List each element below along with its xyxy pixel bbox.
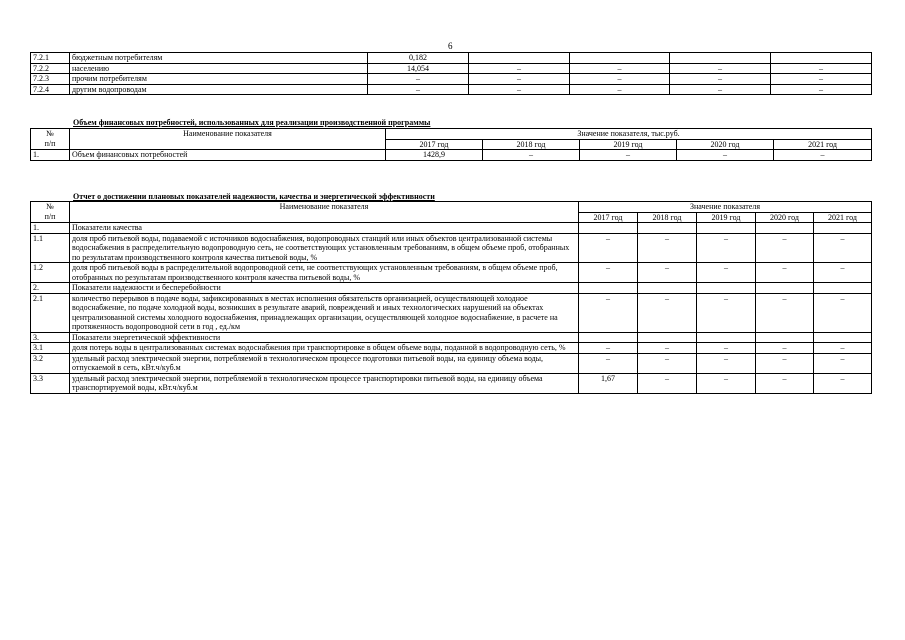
section-row: [31, 332, 872, 343]
value-cell: –: [774, 150, 872, 161]
year-header: 2017 год: [579, 212, 638, 223]
table-row: [31, 150, 872, 161]
row-number: 3.: [31, 332, 70, 343]
value-cell: –: [697, 373, 756, 393]
value-cell: –: [638, 233, 697, 263]
row-name: удельный расход электрической энергии, потребляемой в технологическом процессе транспортировки питьевой воды, на единицу объема транспортируемой воды, кВт.ч/куб.м: [70, 373, 579, 393]
value-cell: –: [814, 233, 872, 263]
row-number: 7.2.1: [31, 53, 70, 64]
value-cell: –: [771, 74, 872, 85]
value-cell: [771, 53, 872, 64]
row-name: бюджетным потребителям: [70, 53, 368, 64]
col-name-header: Наименование показателя: [70, 202, 579, 223]
row-name: прочим потребителям: [70, 74, 368, 85]
table-row: [31, 74, 872, 85]
value-cell: [469, 53, 570, 64]
value-cell: –: [697, 233, 756, 263]
value-cell: –: [756, 353, 814, 373]
value-cell: –: [579, 293, 638, 332]
tariff-volume-table: [30, 52, 872, 95]
value-cell: –: [670, 74, 771, 85]
value-cell: [697, 332, 756, 343]
table-row: [31, 293, 872, 332]
value-cell: [638, 332, 697, 343]
year-header: 2019 год: [580, 139, 677, 150]
year-header: 2020 год: [677, 139, 774, 150]
row-name: удельный расход электрической энергии, потребляемой в технологическом процессе подготовки питьевой воды, на единицу объема воды, отпускаемой в сеть, кВт.ч/куб.м: [70, 353, 579, 373]
value-cell: 1428,9: [386, 150, 483, 161]
row-number: 3.1: [31, 343, 70, 354]
value-cell: [579, 332, 638, 343]
value-cell: [756, 332, 814, 343]
value-cell: –: [638, 373, 697, 393]
table-row: [31, 343, 872, 354]
value-cell: –: [697, 353, 756, 373]
row-name: доля потерь воды в централизованных системах водоснабжения при транспортировке в общем объеме воды, поданной в водопроводную сеть, %: [70, 343, 579, 354]
value-cell: [638, 223, 697, 234]
value-cell: –: [814, 293, 872, 332]
row-number: 1.2: [31, 263, 70, 283]
value-cell: –: [580, 150, 677, 161]
page-number: 6: [448, 41, 453, 51]
value-cell: –: [368, 84, 469, 95]
value-cell: [670, 53, 771, 64]
col-value-header: Значение показателя, тыс.руб.: [386, 129, 872, 140]
value-cell: 1,67: [579, 373, 638, 393]
row-number: 7.2.4: [31, 84, 70, 95]
value-cell: –: [756, 373, 814, 393]
year-header: 2018 год: [483, 139, 580, 150]
value-cell: –: [469, 84, 570, 95]
value-cell: [814, 223, 872, 234]
table-row: [31, 263, 872, 283]
value-cell: –: [638, 263, 697, 283]
value-cell: –: [814, 353, 872, 373]
value-cell: –: [814, 343, 872, 354]
col-value-header: Значение показателя: [579, 202, 872, 213]
value-cell: [814, 283, 872, 294]
table-row: [31, 53, 872, 64]
value-cell: –: [756, 263, 814, 283]
value-cell: –: [670, 63, 771, 74]
report-table: [30, 201, 872, 394]
value-cell: –: [697, 293, 756, 332]
value-cell: [570, 53, 670, 64]
row-number: 3.2: [31, 353, 70, 373]
value-cell: –: [771, 84, 872, 95]
finance-heading: Объем финансовых потребностей, использованных для реализации производственной программы: [73, 118, 431, 127]
value-cell: [579, 283, 638, 294]
value-cell: –: [570, 84, 670, 95]
value-cell: –: [670, 84, 771, 95]
value-cell: [697, 283, 756, 294]
value-cell: –: [570, 74, 670, 85]
row-name: доля проб питьевой воды, подаваемой с источников водоснабжения, водопроводных станций или иных объектов централизованной системы водоснабжения в распределительную водопроводную сеть, не соответствующих установленным требованиям, в общем объеме проб, отобранных по результатам производственного контроля качества питьевой воды, %: [70, 233, 579, 263]
value-cell: –: [368, 74, 469, 85]
value-cell: –: [814, 373, 872, 393]
value-cell: –: [579, 263, 638, 283]
year-header: 2020 год: [756, 212, 814, 223]
row-name: Показатели надежности и бесперебойности: [70, 283, 579, 294]
row-name: Показатели энергетической эффективности: [70, 332, 579, 343]
value-cell: –: [570, 63, 670, 74]
value-cell: –: [756, 233, 814, 263]
year-header: 2019 год: [697, 212, 756, 223]
value-cell: –: [483, 150, 580, 161]
row-name: доля проб питьевой воды в распределительной водопроводной сети, не соответствующих установленным требованиям, в общем объеме проб, отобранных по результатам производственного контроля качества питьевой воды, %: [70, 263, 579, 283]
value-cell: [814, 332, 872, 343]
value-cell: –: [638, 343, 697, 354]
row-name: другим водопроводам: [70, 84, 368, 95]
table-row: [31, 63, 872, 74]
value-cell: –: [677, 150, 774, 161]
row-number: 1.: [31, 150, 70, 161]
value-cell: –: [579, 233, 638, 263]
value-cell: –: [697, 263, 756, 283]
row-number: 1.1: [31, 233, 70, 263]
year-header: 2018 год: [638, 212, 697, 223]
value-cell: –: [814, 263, 872, 283]
value-cell: 14,054: [368, 63, 469, 74]
value-cell: –: [469, 63, 570, 74]
value-cell: [756, 223, 814, 234]
value-cell: –: [756, 343, 814, 354]
row-name: Показатели качества: [70, 223, 579, 234]
row-name: Объем финансовых потребностей: [70, 150, 386, 161]
col-name-header: Наименование показателя: [70, 129, 386, 150]
row-name: населению: [70, 63, 368, 74]
section-row: [31, 283, 872, 294]
value-cell: 0,182: [368, 53, 469, 64]
row-number: 7.2.3: [31, 74, 70, 85]
row-number: 1.: [31, 223, 70, 234]
year-header: 2021 год: [774, 139, 872, 150]
value-cell: [756, 283, 814, 294]
row-number: 2.1: [31, 293, 70, 332]
value-cell: –: [697, 343, 756, 354]
table-row: [31, 84, 872, 95]
col-num-header: № п/п: [31, 202, 70, 223]
finance-table: [30, 128, 872, 161]
value-cell: –: [638, 293, 697, 332]
value-cell: –: [638, 353, 697, 373]
value-cell: [638, 283, 697, 294]
row-name: количество перерывов в подаче воды, зафиксированных в местах исполнения обязательств организацией, осуществляющей холодное водоснабжение, по подаче холодной воды, возникших в результате аварий, повреждений и иных технологических нарушений на объектах централизованной системы холодного водоснабжения, принадлежащих организации, осуществляющей холодное водоснабжение, в расчете на протяженность водопроводной сети в год , ед./км: [70, 293, 579, 332]
value-cell: –: [579, 353, 638, 373]
table-row: [31, 353, 872, 373]
table-row: [31, 233, 872, 263]
row-number: 3.3: [31, 373, 70, 393]
col-num-header: № п/п: [31, 129, 70, 150]
row-number: 2.: [31, 283, 70, 294]
value-cell: –: [771, 63, 872, 74]
year-header: 2017 год: [386, 139, 483, 150]
section-row: [31, 223, 872, 234]
value-cell: [697, 223, 756, 234]
value-cell: –: [579, 343, 638, 354]
report-heading: Отчет о достижении плановых показателей надежности, качества и энергетической эффективности: [73, 192, 435, 201]
value-cell: –: [756, 293, 814, 332]
table-row: [31, 373, 872, 393]
row-number: 7.2.2: [31, 63, 70, 74]
value-cell: [579, 223, 638, 234]
value-cell: –: [469, 74, 570, 85]
year-header: 2021 год: [814, 212, 872, 223]
